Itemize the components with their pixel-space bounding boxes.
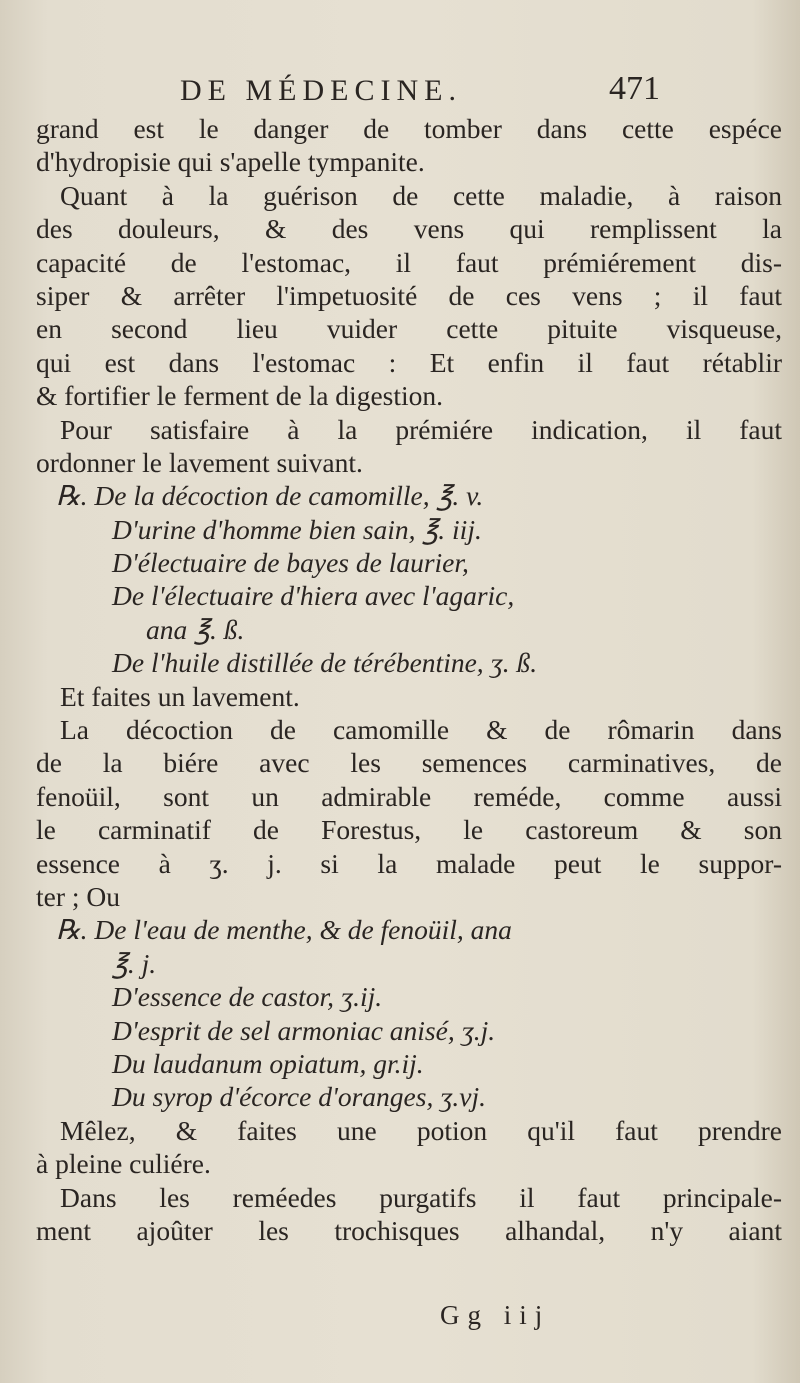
text-line: de la biére avec les semences carminatives, de bbox=[36, 747, 782, 779]
text-line: des douleurs, & des vens qui remplissent la bbox=[36, 213, 782, 245]
text-line: Mêlez, & faites une potion qu'il faut prendre bbox=[60, 1114, 782, 1146]
text-line: La décoction de camomille & de rômarin dans bbox=[60, 714, 782, 746]
text-line: à pleine culiére. bbox=[36, 1148, 211, 1180]
text-line: Quant à la guérison de cette maladie, à raison bbox=[60, 179, 782, 211]
recipe-line: ℞. De l'eau de menthe, & de fenoüil, ana bbox=[56, 914, 512, 946]
running-title: DE MÉDECINE. bbox=[180, 74, 462, 107]
page-number: 471 bbox=[609, 70, 660, 107]
recipe-line: D'urine d'homme bien sain, ℥. iij. bbox=[112, 513, 482, 545]
text-line: ment ajoûter les trochisques alhandal, n'y aiant bbox=[36, 1214, 782, 1246]
recipe-line: D'esprit de sel armoniac anisé, ʒ.j. bbox=[112, 1014, 496, 1046]
body-text bbox=[36, 112, 782, 1247]
text-line: ter ; Ou bbox=[36, 880, 121, 912]
text-line: en second lieu vuider cette pituite visqueuse, bbox=[36, 313, 782, 345]
text-line: siper & arrêter l'impetuosité de ces vens ; il faut bbox=[36, 279, 782, 311]
recipe-line: D'essence de castor, ʒ.ij. bbox=[112, 981, 383, 1013]
text-line: le carminatif de Forestus, le castoreum & son bbox=[36, 814, 782, 846]
text-line: Et faites un lavement. bbox=[60, 680, 300, 712]
page-header bbox=[180, 68, 700, 118]
text-line: Dans les reméedes purgatifs il faut principale- bbox=[60, 1181, 782, 1213]
text-line: ordonner le lavement suivant. bbox=[36, 446, 363, 478]
text-line: d'hydropisie qui s'apelle tympanite. bbox=[36, 146, 425, 178]
text-line: essence à ʒ. j. si la malade peut le suppor- bbox=[36, 847, 782, 879]
signature-mark: Gg iij bbox=[440, 1300, 551, 1330]
recipe-line: De l'huile distillée de térébentine, ʒ. ß. bbox=[112, 647, 538, 679]
recipe-line: ana ℥. ß. bbox=[146, 613, 245, 645]
recipe-line: Du syrop d'écorce d'oranges, ʒ.vj. bbox=[112, 1081, 487, 1113]
text-line: Pour satisfaire à la prémiére indication, il faut bbox=[60, 413, 782, 445]
recipe-line: ℥. j. bbox=[112, 947, 157, 979]
recipe-line: Du laudanum opiatum, gr.ij. bbox=[112, 1047, 424, 1079]
text-line: grand est le danger de tomber dans cette espéce bbox=[36, 113, 782, 144]
text-line: qui est dans l'estomac : Et enfin il faut rétablir bbox=[36, 346, 782, 378]
text-line: & fortifier le ferment de la digestion. bbox=[36, 380, 444, 412]
text-line: capacité de l'estomac, il faut prémiérement dis- bbox=[36, 246, 782, 278]
recipe-line: De l'électuaire d'hiera avec l'agaric, bbox=[112, 580, 515, 612]
text-line: fenoüil, sont un admirable reméde, comme aussi bbox=[36, 780, 782, 812]
recipe-line: D'électuaire de bayes de laurier, bbox=[112, 547, 469, 579]
recipe-line: ℞. De la décoction de camomille, ℥. v. bbox=[56, 480, 484, 512]
